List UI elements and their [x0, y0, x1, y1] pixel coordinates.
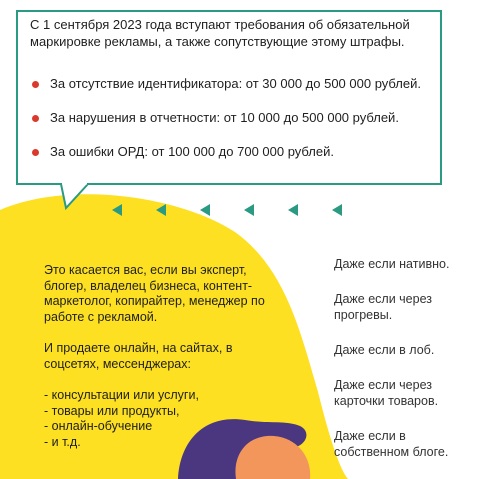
list-item: - онлайн-обучение [44, 419, 153, 433]
even-if-item: Даже если нативно. [334, 257, 450, 271]
arrow-decoration-row [112, 204, 342, 220]
audience-items [44, 388, 274, 450]
even-if-item: Даже если через прогревы. [334, 292, 432, 322]
even-if-list [334, 256, 474, 479]
list-item: - товары или продукты, [44, 403, 180, 418]
callout-tail [58, 182, 92, 212]
arrow-left-icon [244, 204, 254, 216]
audience-block [44, 263, 274, 450]
audience-where: И продаете онлайн, на сайтах, в соцсетях, мессенджерах: [44, 341, 233, 371]
bullet-icon [32, 115, 39, 122]
intro-text: С 1 сентября 2023 года вступают требования об обязательной маркировке рекламы, а также сопутствующие этому штрафы. [30, 17, 410, 49]
audience-who: Это касается вас, если вы эксперт, блогер, владелец бизнеса, контент-маркетолог, копирайтер, менеджер по работе с рекламой. [44, 263, 265, 324]
even-if-item: Даже если через карточки товаров. [334, 378, 439, 408]
arrow-left-icon [156, 204, 166, 216]
even-if-item: Даже если в лоб. [334, 343, 435, 357]
penalty-item: За отсутствие идентификатора: от 30 000 до 500 000 рублей. [30, 75, 435, 92]
arrow-left-icon [200, 204, 210, 216]
arrow-left-icon [288, 204, 298, 216]
penalty-item: За нарушения в отчетности: от 10 000 до 500 000 рублей. [30, 109, 435, 126]
list-item: - и т.д. [44, 434, 81, 449]
bullet-icon [32, 149, 39, 156]
list-item: - консультации или услуги, [44, 388, 199, 402]
penalty-list [30, 75, 435, 177]
arrow-left-icon [112, 204, 122, 216]
penalty-item: За ошибки ОРД: от 100 000 до 700 000 рублей. [30, 143, 435, 160]
even-if-item: Даже если в собственном блоге. [334, 429, 449, 459]
bullet-icon [32, 81, 39, 88]
arrow-left-icon [332, 204, 342, 216]
